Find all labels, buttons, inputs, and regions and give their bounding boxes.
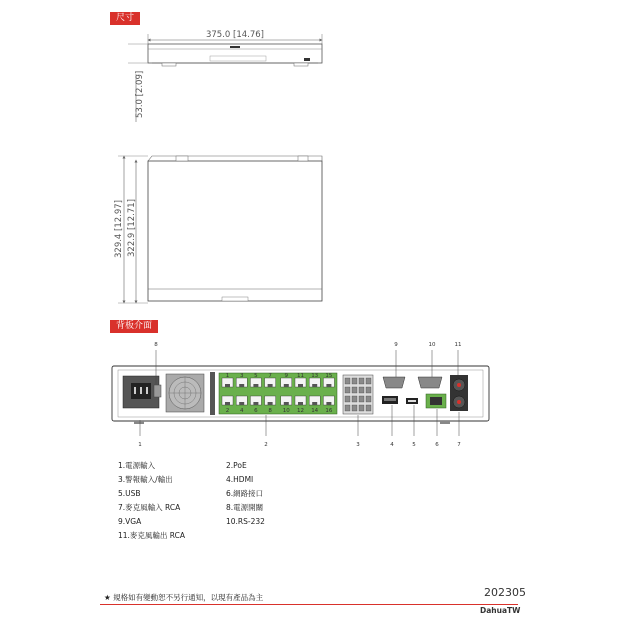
alarm-terminal-pin — [366, 396, 371, 402]
alarm-io-terminal — [343, 375, 373, 414]
height-dimension-label: 53.0 [2.09] — [135, 70, 145, 118]
callout-number: 3 — [356, 442, 360, 448]
callout-number: 1 — [138, 442, 142, 448]
rs232-port — [418, 377, 442, 388]
poe-port-latch — [298, 402, 303, 405]
alarm-terminal-pin — [359, 378, 364, 384]
callout-number: 5 — [412, 442, 416, 448]
poe-port-latch — [239, 402, 244, 405]
alarm-terminal-pin — [359, 405, 364, 411]
legend-item: 5.USB — [118, 489, 141, 498]
poe-port-latch — [284, 384, 289, 387]
alarm-terminal-pin — [345, 396, 350, 402]
legend-item: 8.電源開關 — [226, 503, 264, 512]
footer-brand: DahuaTW — [480, 606, 521, 615]
poe-port-latch — [326, 402, 331, 405]
footer-date: 202305 — [484, 586, 526, 599]
callout-number: 8 — [154, 342, 158, 348]
alarm-terminal-pin — [352, 405, 357, 411]
poe-port-number: 4 — [239, 408, 244, 414]
alarm-terminal-pin — [366, 378, 371, 384]
alarm-terminal-pin — [359, 387, 364, 393]
poe-port-latch — [253, 384, 258, 387]
poe-port-latch — [312, 402, 317, 405]
poe-port-latch — [326, 384, 331, 387]
poe-port-latch — [253, 402, 258, 405]
callout-number: 2 — [264, 442, 268, 448]
vga-port — [383, 377, 405, 388]
footer-divider — [100, 604, 518, 605]
rca-audio-ports — [450, 375, 468, 411]
top-view-drawing — [114, 156, 322, 303]
rear-panel-section-tag: 背板介面 — [110, 320, 158, 333]
poe-port-number: 12 — [297, 408, 304, 414]
poe-port-number: 9 — [284, 373, 289, 379]
dimensions-section-tag: 尺寸 — [110, 12, 140, 25]
legend-item: 9.VGA — [118, 517, 142, 526]
legend-item: 11.麥克風輸出 RCA — [118, 531, 186, 540]
alarm-terminal-pin — [352, 387, 357, 393]
poe-port-number: 13 — [311, 373, 319, 379]
fan-grille — [166, 374, 204, 412]
alarm-terminal-pin — [352, 378, 357, 384]
legend-item: 6.網路接口 — [226, 489, 264, 498]
poe-port-latch — [225, 384, 230, 387]
poe-port-number: 3 — [239, 373, 244, 379]
depth-body-dimension-label: 322.9 [12.71] — [127, 198, 137, 257]
poe-port-number: 14 — [311, 408, 319, 414]
width-dimension-label: 375.0 [14.76] — [205, 30, 265, 40]
poe-port-number: 1 — [225, 373, 230, 379]
poe-port-latch — [268, 384, 273, 387]
poe-port-latch — [284, 402, 289, 405]
poe-port-number: 10 — [282, 408, 290, 414]
poe-port-number: 2 — [225, 408, 230, 414]
alarm-terminal-pin — [345, 387, 350, 393]
alarm-terminal-pin — [366, 387, 371, 393]
poe-port-latch — [225, 402, 230, 405]
depth-total-dimension-label: 329.4 [12.97] — [114, 199, 124, 258]
poe-port-latch — [298, 384, 303, 387]
poe-port-latch — [268, 402, 273, 405]
poe-port-latch — [239, 384, 244, 387]
legend-item: 3.警報輸入/輸出 — [118, 475, 173, 484]
alarm-terminal-pin — [366, 405, 371, 411]
legend-item: 2.PoE — [226, 461, 247, 470]
poe-port-number: 16 — [325, 408, 333, 414]
power-switch — [154, 385, 161, 397]
hdmi-port — [382, 396, 398, 404]
poe-port-block — [219, 373, 337, 414]
callout-number: 7 — [457, 442, 461, 448]
alarm-terminal-pin — [345, 405, 350, 411]
alarm-terminal-pin — [359, 396, 364, 402]
legend-left-column — [118, 459, 185, 543]
legend-item: 10.RS-232 — [226, 517, 265, 526]
legend-item: 1.電源輸入 — [118, 461, 156, 470]
poe-port-number: 6 — [254, 408, 258, 414]
legend-item: 7.麥克風輸入 RCA — [118, 503, 181, 512]
callout-number: 11 — [454, 342, 462, 348]
callout-number: 10 — [428, 342, 436, 348]
poe-port-number: 7 — [268, 373, 272, 379]
power-input-port — [123, 376, 159, 408]
poe-port-number: 15 — [325, 373, 333, 379]
legend-item: 4.HDMI — [226, 475, 254, 484]
front-view-drawing — [128, 30, 322, 122]
legend-right-column — [226, 459, 265, 529]
callout-number: 9 — [394, 342, 398, 348]
rear-panel-drawing — [112, 342, 489, 448]
callout-number: 4 — [390, 442, 394, 448]
network-port — [426, 394, 446, 408]
poe-port-number: 5 — [254, 373, 258, 379]
alarm-terminal-pin — [345, 378, 350, 384]
usb-port — [406, 398, 418, 404]
poe-port-number: 8 — [268, 408, 272, 414]
footer-disclaimer: ★ 規格如有變動恕不另行通知，以現有產品為主 — [104, 593, 264, 602]
poe-port-latch — [312, 384, 317, 387]
callout-number: 6 — [435, 442, 439, 448]
alarm-terminal-pin — [352, 396, 357, 402]
poe-port-number: 11 — [297, 373, 304, 379]
